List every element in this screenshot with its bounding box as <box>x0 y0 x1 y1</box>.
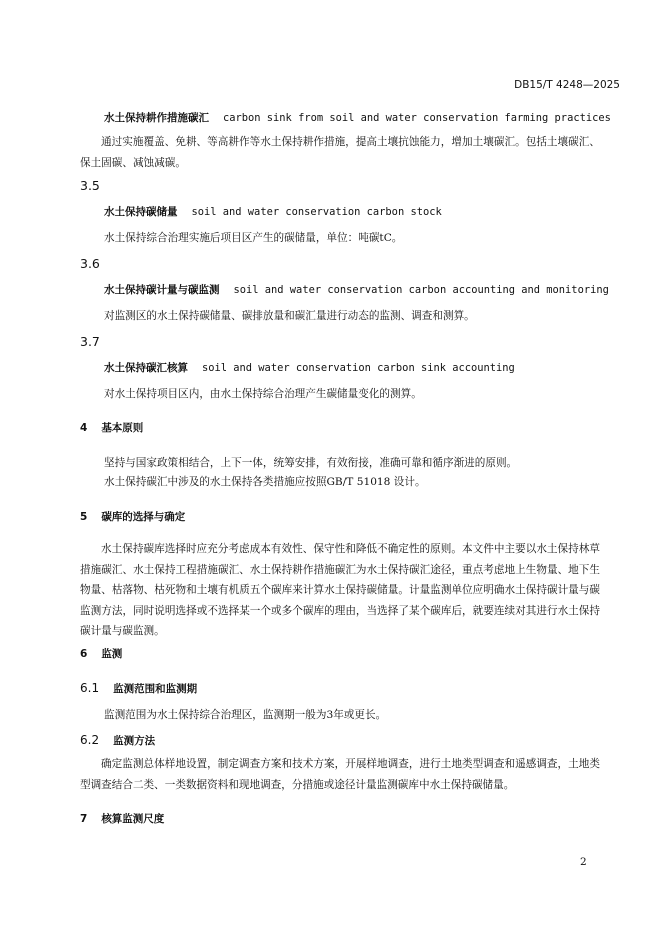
term-definition: 水土保持综合治理实施后项目区产生的碳储量，单位：吨碳tC。 <box>104 232 403 244</box>
term-zh: 水土保持耕作措施碳汇 <box>104 112 209 124</box>
term-en: soil and water conservation carbon sink accounting <box>202 362 515 374</box>
page-number: 2 <box>580 856 587 868</box>
term-definition: 对监测区的水土保持碳储量、碳排放量和碳汇量进行动态的监测、调查和测算。 <box>104 310 475 322</box>
term-number: 3.7 <box>80 334 100 349</box>
paragraph: 水土保持碳汇中涉及的水土保持各类措施应按照GB/T 51018 设计。 <box>104 476 426 488</box>
term-definition: 对水土保持项目区内，由水土保持综合治理产生碳储量变化的测算。 <box>104 388 422 400</box>
paragraph: 确定监测总体样地设置，制定调查方案和技术方案，开展样地调查，进行土地类型调查和遥感调查，土地类型调查结合二类、一类数据资料和现地调查，分措施或途径计量监测碳库中水土保持碳储量。 <box>80 758 600 791</box>
term-en: soil and water conservation carbon accounting and monitoring <box>233 284 609 296</box>
term-definition: 通过实施覆盖、免耕、等高耕作等水土保持耕作措施，提高土壤抗蚀能力，增加土壤碳汇。包括土壤碳汇、保土固碳、减蚀减碳。 <box>80 136 600 169</box>
paragraph: 水土保持碳库选择时应充分考虑成本有效性、保守性和降低不确定性的原则。本文件中主要以水土保持林草措施碳汇、水土保持工程措施碳汇、水土保持耕作措施碳汇为水土保持碳汇途径，重点考虑地上生物量、地下生物量、枯落物、枯死物和土壤有机质五个碳库来计算水土保持碳储量。计量监测单位应明确水土保持碳计量与碳监测方法，同时说明选择或不选择某一个或多个碳库的理由，当选择了某个碳库后，就要连续对其进行水土保持碳计量与碳监测。 <box>80 543 600 637</box>
subsection-heading-6-2: 6.2 监测方法 <box>80 733 156 747</box>
term-zh: 水土保持碳计量与碳监测 <box>104 284 220 296</box>
section-heading-6: 6 监测 <box>80 648 123 660</box>
term-number: 3.6 <box>80 256 100 271</box>
doc-code: DB15/T 4248—2025 <box>514 79 620 91</box>
paragraph: 监测范围为水土保持综合治理区，监测期一般为3年或更长。 <box>104 709 387 721</box>
term-zh: 水土保持碳储量 <box>104 206 178 218</box>
section-heading-5: 5 碳库的选择与确定 <box>80 511 186 523</box>
section-heading-7: 7 核算监测尺度 <box>80 813 165 825</box>
term-en: carbon sink from soil and water conservation farming practices <box>223 112 611 124</box>
term-number: 3.5 <box>80 178 100 193</box>
section-heading-4: 4 基本原则 <box>80 422 144 434</box>
paragraph: 坚持与国家政策相结合，上下一体，统筹安排，有效衔接，准确可靠和循序渐进的原则。 <box>104 457 518 469</box>
term-heading <box>104 204 442 219</box>
term-heading <box>104 360 515 375</box>
term-heading <box>104 110 611 125</box>
term-en: soil and water conservation carbon stock <box>191 206 442 218</box>
term-heading <box>104 282 609 297</box>
term-zh: 水土保持碳汇核算 <box>104 362 188 374</box>
subsection-heading-6-1: 6.1 监测范围和监测期 <box>80 681 198 695</box>
